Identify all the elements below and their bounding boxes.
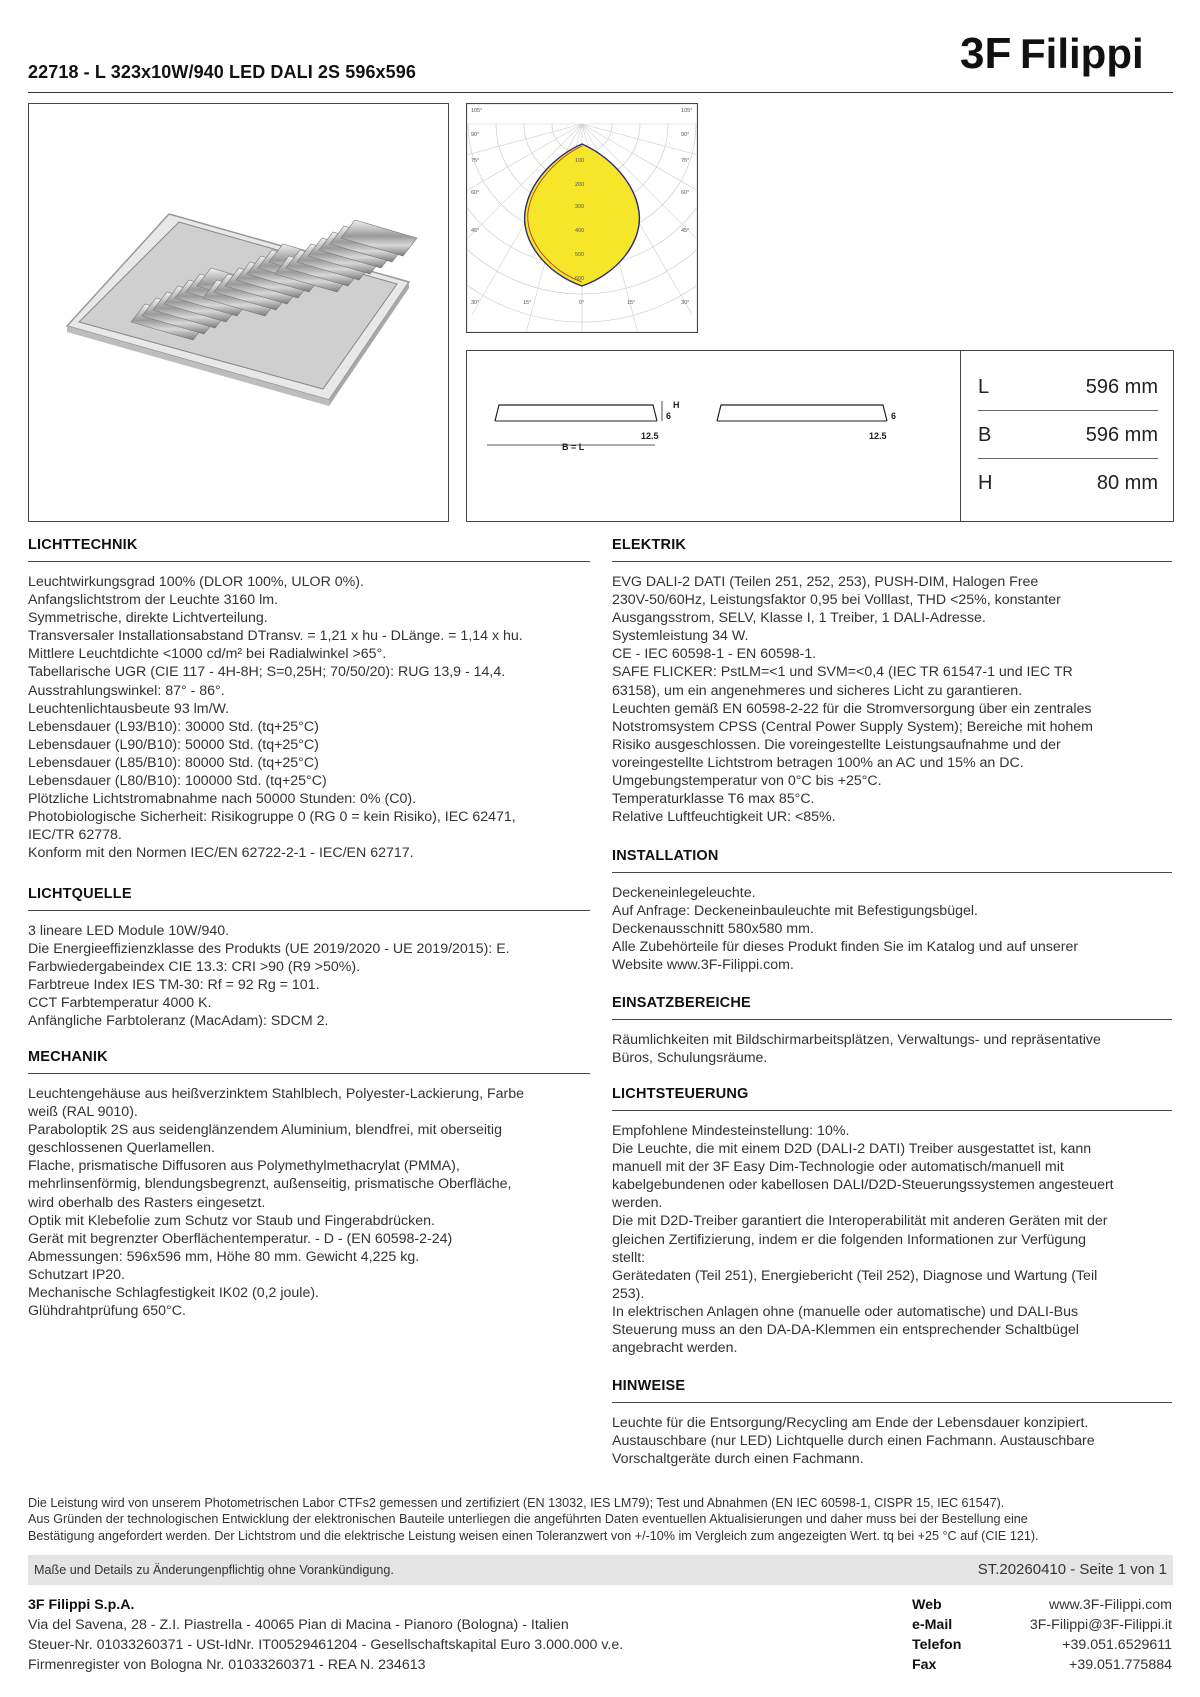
section-line: Lebensdauer (L80/B10): 100000 Std. (tq+25°C) <box>28 773 327 790</box>
section-heading-lichtsteuerung: LICHTSTEUERUNG <box>612 1086 749 1102</box>
section-line: Farbtreue Index IES TM-30: Rf = 92 Rg = 101. <box>28 977 320 994</box>
contact-email-link[interactable]: 3F-Filippi@3F-Filippi.it <box>1029 1617 1172 1633</box>
section-rule <box>612 1110 1172 1111</box>
svg-text:Filippi: Filippi <box>1020 30 1144 77</box>
section-rule <box>612 872 1172 873</box>
section-line: Räumlichkeiten mit Bildschirmarbeitsplätzen, Verwaltungs- und repräsentative <box>612 1032 1101 1048</box>
product-title: 22718 - L 323x10W/940 LED DALI 2S 596x596 <box>28 62 416 82</box>
section-line: EVG DALI-2 DATI (Teilen 251, 252, 253), PUSH-DIM, Halogen Free <box>612 574 1039 590</box>
dimension-drawing <box>467 351 961 521</box>
brand-logo <box>960 24 1172 80</box>
section-line: Die Leuchte, die mit einem D2D (DALI-2 DATI) Treiber ausgestattet ist, kann <box>612 1141 1092 1158</box>
section-line: Risiko ausgeschlossen. Die voreingestellte Leistungsaufnahme und der <box>612 736 1061 753</box>
section-line: geschlossenen Querlamellen. <box>28 1140 215 1157</box>
dim-label-12-5b: 12.5 <box>869 431 887 441</box>
section-heading-mechanik: MECHANIK <box>28 1049 108 1065</box>
contact-web-link[interactable]: www.3F-Filippi.com <box>1049 1597 1172 1613</box>
change-notice: Maße und Details zu Änderungenpflichtig ohne Vorankündigung. <box>34 1563 394 1577</box>
legal-note <box>28 1495 1173 1544</box>
dim-label-6b: 6 <box>891 411 897 421</box>
section-line: Alle Zubehörteile für dieses Produkt finden Sie im Katalog und auf unserer <box>612 939 1079 956</box>
section-rule <box>612 1019 1172 1020</box>
section-body-installation <box>612 884 1172 974</box>
contact-label-email: e-Mail <box>912 1617 953 1633</box>
polar-angle-label: 75° <box>471 158 480 164</box>
section-line: 230V-50/60Hz, Leistungsfaktor 0,95 bei Volllast, THD <25%, konstanter <box>612 592 1061 609</box>
section-line: Deckenausschnitt 580x580 mm. <box>612 921 814 938</box>
section-line: CCT Farbtemperatur 4000 K. <box>28 995 212 1012</box>
legal-note-line: Bestätigung angefordert werden. Der Lichtstrom und die elektrische Leistung weisen einen Toleranzwert von +/-10% im Vergleich zum angezeigten Wert. tq bei +25 °C auf (CIE 121). <box>28 1528 1039 1543</box>
dimension-value: 80 mm <box>1096 472 1158 494</box>
dimension-value: 596 mm <box>1085 376 1158 398</box>
contact-fax: +39.051.775884 <box>1069 1657 1172 1673</box>
section-line: angebracht werden. <box>612 1340 738 1357</box>
company-name: 3F Filippi S.p.A. <box>28 1597 135 1613</box>
light-distribution-curve <box>525 144 640 286</box>
section-line: stellt: <box>612 1249 646 1266</box>
photometric-polar-diagram <box>466 103 698 333</box>
section-line: In elektrischen Anlagen ohne (manuelle oder automatische) und DALI-Bus <box>612 1303 1079 1320</box>
section-line: mehrlinsenförmig, blendungsbegrenzt, außenseitig, prismatische Oberfläche, <box>28 1176 512 1193</box>
header-divider <box>28 92 1173 93</box>
document-info-bar <box>28 1555 1173 1585</box>
section-line: Anfangslichtstrom der Leuchte 3160 lm. <box>28 592 278 609</box>
luminaire-illustration <box>29 104 448 521</box>
polar-angle-label: 90° <box>471 132 480 138</box>
section-line: voreingestellte Lichtstrom betragen 100% an AC und 15% an DC. <box>612 754 1024 771</box>
section-line: Notstromsystem CPSS (Central Power Supply System); Bereiche mit hohem <box>612 718 1093 735</box>
dimension-value: 596 mm <box>1085 424 1158 446</box>
dim-label-h: H <box>673 400 680 410</box>
dimension-table-divider <box>960 350 961 522</box>
company-address: Via del Savena, 28 - Z.I. Piastrella - 40065 Pian di Macina - Pianoro (Bologna) - Italien <box>28 1617 569 1633</box>
section-line: Gerät mit begrenzter Oberflächentemperatur. - D - (EN 60598-2-24) <box>28 1230 453 1247</box>
dimension-row-l <box>978 366 1158 410</box>
polar-radial-label: 300 <box>575 204 585 210</box>
section-rule <box>612 561 1172 562</box>
section-line: Glühdrahtprüfung 650°C. <box>28 1303 186 1320</box>
section-line: Optik mit Klebefolie zum Schutz vor Staub und Fingerabdrücken. <box>28 1212 435 1229</box>
section-heading-hinweise: HINWEISE <box>612 1378 686 1394</box>
section-line: Temperaturklasse T6 max 85°C. <box>612 791 815 808</box>
section-line: Mechanische Schlagfestigkeit IK02 (0,2 joule). <box>28 1285 320 1302</box>
section-line: Konform mit den Normen IEC/EN 62722-2-1 - IEC/EN 62717. <box>28 845 414 862</box>
polar-radial-label: 200 <box>575 182 585 188</box>
section-line: Tabellarische UGR (CIE 117 - 4H-8H; S=0,25H; 70/50/20): RUG 13,9 - 14,4. <box>28 664 506 681</box>
section-line: werden. <box>612 1195 663 1212</box>
section-heading-installation: INSTALLATION <box>612 848 719 864</box>
dimension-key: L <box>978 376 990 398</box>
section-rule <box>28 1073 590 1074</box>
section-line: Lebensdauer (L85/B10): 80000 Std. (tq+25°C) <box>28 754 319 771</box>
polar-angle-label: 45° <box>471 228 480 234</box>
legal-note-line: Aus Gründen der technologischen Entwicklung der elektronischen Bauteile unterliegen die angeführten Daten eventuellen Aktualisierungen und daher muss bei der Bestellung eine <box>28 1512 1028 1527</box>
dimension-key: B <box>978 424 992 446</box>
polar-angle-label: 15° <box>627 300 636 306</box>
legal-note-line: Die Leistung wird von unserem Photometrischen Labor CTFs2 gemessen und zertifiziert (EN 13032, IES LM79); Test und Abnahmen (EN IEC 60598-1, CISPR 15, IEC 61547). <box>28 1496 1005 1510</box>
section-line: 63158), um ein angenehmeres und sicheres Licht zu garantieren. <box>612 682 1023 699</box>
polar-chart <box>467 104 697 332</box>
section-line: 253). <box>612 1285 645 1302</box>
section-body-hinweise <box>612 1414 1172 1468</box>
section-line: Ausstrahlungswinkel: 87° - 86°. <box>28 682 225 699</box>
section-line: Abmessungen: 596x596 mm, Höhe 80 mm. Gewicht 4,225 kg. <box>28 1248 420 1265</box>
polar-angle-label: 60° <box>471 190 480 196</box>
section-line: Relative Luftfeuchtigkeit UR: <85%. <box>612 809 836 826</box>
dimension-row-rule <box>978 458 1158 459</box>
section-rule <box>28 561 590 562</box>
section-line: Leuchtenlichtausbeute 93 lm/W. <box>28 700 230 717</box>
section-line: CE - IEC 60598-1 - EN 60598-1. <box>612 646 817 663</box>
section-heading-einsatzbereiche: EINSATZBEREICHE <box>612 995 751 1011</box>
section-line: Vorschaltgeräte durch einen Fachmann. <box>612 1451 864 1468</box>
contact-label-web: Web <box>912 1597 942 1613</box>
section-line: Paraboloptik 2S aus seidenglänzendem Aluminium, blendfrei, mit oberseitig <box>28 1122 502 1139</box>
section-line: Systemleistung 34 W. <box>612 628 749 645</box>
polar-angle-label: 30° <box>471 300 480 306</box>
polar-angle-label: 30° <box>681 300 690 306</box>
section-body-lichtsteuerung <box>612 1122 1172 1357</box>
polar-angle-label: 60° <box>681 190 690 196</box>
section-line: Büros, Schulungsräume. <box>612 1050 768 1067</box>
section-body-lichtquelle <box>28 922 590 1031</box>
section-line: IEC/TR 62778. <box>28 827 122 844</box>
section-line: weiß (RAL 9010). <box>28 1104 138 1121</box>
section-line: Austauschbare (nur LED) Lichtquelle durch einen Fachmann. Austauschbare <box>612 1433 1095 1450</box>
dimension-row-b <box>978 414 1158 458</box>
polar-radial-label: 600 <box>575 276 585 282</box>
section-line: Website www.3F-Filippi.com. <box>612 957 794 974</box>
svg-text:3F: 3F <box>960 29 1012 78</box>
company-register: Firmenregister von Bologna Nr. 01033260371 - REA N. 234613 <box>28 1657 426 1673</box>
section-line: Photobiologische Sicherheit: Risikogruppe 0 (RG 0 = kein Risiko), IEC 62471, <box>28 809 516 826</box>
section-line: Symmetrische, direkte Lichtverteilung. <box>28 610 268 627</box>
section-line: Empfohlene Mindesteinstellung: 10%. <box>612 1123 850 1139</box>
polar-angle-label: 15° <box>523 300 532 306</box>
polar-radial-label: 100 <box>575 158 585 164</box>
document-page-reference: ST.20260410 - Seite 1 von 1 <box>977 1561 1167 1578</box>
section-heading-lichtquelle: LICHTQUELLE <box>28 886 132 902</box>
section-line: Deckeneinlegeleuchte. <box>612 885 756 901</box>
section-rule <box>28 910 590 911</box>
section-line: Ausgangsstrom, SELV, Klasse I, 1 Treiber, 1 DALI-Adresse. <box>612 610 986 627</box>
section-line: Farbwiedergabeindex CIE 13.3: CRI >90 (R9 >50%). <box>28 959 361 976</box>
polar-angle-label: 0° <box>579 300 585 306</box>
section-line: Die Energieeffizienzklasse des Produkts (UE 2019/2020 - UE 2019/2015): E. <box>28 941 510 958</box>
section-body-elektrik <box>612 573 1172 826</box>
contact-label-phone: Telefon <box>912 1637 962 1653</box>
polar-angle-label: 75° <box>681 158 690 164</box>
dim-label-6a: 6 <box>666 411 672 421</box>
section-line: Leuchten gemäß EN 60598-2-22 für die Stromversorgung über ein zentrales <box>612 700 1092 717</box>
section-line: Lebensdauer (L90/B10): 50000 Std. (tq+25°C) <box>28 736 319 753</box>
dimension-key: H <box>978 472 993 494</box>
section-body-lichttechnik <box>28 573 590 863</box>
section-line: Steuerung muss an den DA-DA-Klemmen ein entsprechender Schaltbügel <box>612 1322 1079 1339</box>
section-line: Gerätedaten (Teil 251), Energiebericht (Teil 252), Diagnose und Wartung (Teil <box>612 1267 1098 1284</box>
dimension-row-rule <box>978 410 1158 411</box>
dim-label-12-5a: 12.5 <box>641 431 659 441</box>
section-line: Anfängliche Farbtoleranz (MacAdam): SDCM 2. <box>28 1013 329 1030</box>
section-heading-elektrik: ELEKTRIK <box>612 537 687 553</box>
section-line: gleichen Zertifizierung, indem er die folgenden Informationen zur Verfügung <box>612 1231 1086 1248</box>
section-heading-lichttechnik: LICHTTECHNIK <box>28 537 138 553</box>
dimension-row-h <box>978 462 1158 506</box>
section-line: wird oberhalb des Rasters eingesetzt. <box>28 1194 266 1211</box>
section-line: Transversaler Installationsabstand DTransv. = 1,21 x hu - DLänge. = 1,14 x hu. <box>28 628 523 645</box>
polar-angle-label: 105° <box>471 108 483 114</box>
section-body-einsatzbereiche <box>612 1031 1172 1067</box>
section-line: SAFE FLICKER: PstLM=<1 und SVM=<0,4 (IEC TR 61547-1 und IEC TR <box>612 664 1073 681</box>
section-line: Plötzliche Lichtstromabnahme nach 50000 Stunden: 0% (C0). <box>28 791 417 808</box>
section-line: Leuchte für die Entsorgung/Recycling am Ende der Lebensdauer konzipiert. <box>612 1415 1089 1431</box>
polar-angle-label: 90° <box>681 132 690 138</box>
section-line: Flache, prismatische Diffusoren aus Polymethylmethacrylat (PMMA), <box>28 1158 460 1175</box>
section-rule <box>612 1402 1172 1403</box>
section-line: Leuchtwirkungsgrad 100% (DLOR 100%, ULOR 0%). <box>28 574 364 590</box>
polar-angle-label: 45° <box>681 228 690 234</box>
company-tax-info: Steuer-Nr. 01033260371 - USt-IdNr. IT00529461204 - Gesellschaftskapital Euro 3.000.000 v.e. <box>28 1637 624 1653</box>
section-line: Lebensdauer (L93/B10): 30000 Std. (tq+25°C) <box>28 718 319 735</box>
section-line: Schutzart IP20. <box>28 1266 125 1283</box>
polar-radial-label: 400 <box>575 228 585 234</box>
polar-angle-label: 105° <box>681 108 693 114</box>
contact-label-fax: Fax <box>912 1657 937 1673</box>
section-line: Auf Anfrage: Deckeneinbauleuchte mit Befestigungsbügel. <box>612 903 978 920</box>
section-line: Die mit D2D-Treiber garantiert die Interoperabilität mit anderen Geräten mit der <box>612 1213 1108 1230</box>
contact-phone: +39.051.6529611 <box>1062 1637 1172 1653</box>
section-line: kabelgebundenen oder kabellosen DALI/D2D-Steuerungssystemen angesteuert <box>612 1177 1114 1194</box>
section-line: Mittlere Leuchtdichte <1000 cd/m² bei Radialwinkel >65°. <box>28 646 387 663</box>
section-body-mechanik <box>28 1085 590 1320</box>
section-line: 3 lineare LED Module 10W/940. <box>28 923 230 939</box>
section-line: manuell mit der 3F Easy Dim-Technologie oder automatisch/manuell mit <box>612 1159 1064 1176</box>
dim-label-b-l: B = L <box>562 442 585 452</box>
section-line: Leuchtengehäuse aus heißverzinktem Stahlblech, Polyester-Lackierung, Farbe <box>28 1086 525 1102</box>
product-photo <box>28 103 449 522</box>
polar-radial-label: 500 <box>575 252 585 258</box>
section-line: Umgebungstemperatur von 0°C bis +25°C. <box>612 773 882 790</box>
